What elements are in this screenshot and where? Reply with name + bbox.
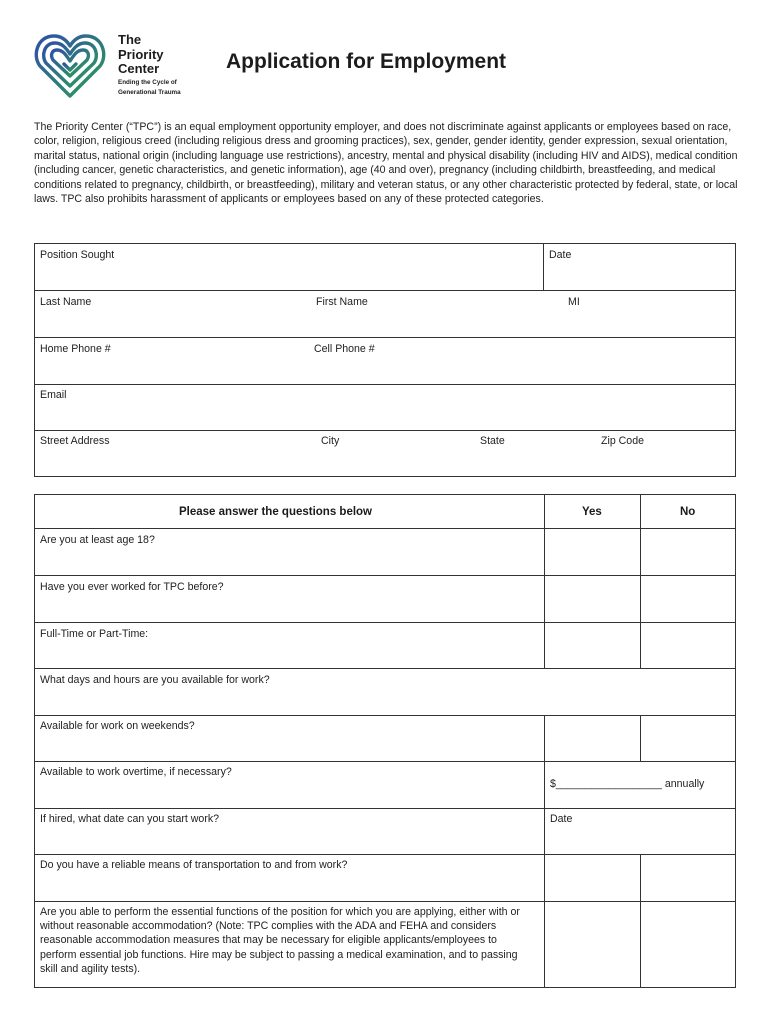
question-row [35, 762, 735, 809]
last-name-field[interactable]: Last Name [40, 296, 92, 308]
questions-section [34, 494, 736, 988]
logo-text [118, 33, 208, 97]
yes-header: Yes [582, 506, 602, 518]
first-name-field[interactable]: First Name [316, 296, 368, 308]
no-checkbox-worked-before[interactable] [640, 576, 737, 622]
part-time-checkbox[interactable] [640, 623, 737, 668]
yes-checkbox-age[interactable] [544, 529, 640, 575]
full-time-checkbox[interactable] [544, 623, 640, 668]
street-address-field[interactable]: Street Address [40, 435, 110, 447]
question-availability[interactable]: What days and hours are you available for work? [40, 674, 270, 686]
no-checkbox-age[interactable] [640, 529, 737, 575]
applicant-info-section [34, 243, 736, 477]
logo-tagline-line2: Generational Trauma [118, 88, 181, 96]
yes-checkbox-worked-before[interactable] [544, 576, 640, 622]
questions-header-row [35, 495, 735, 529]
email-field[interactable]: Email [40, 389, 67, 401]
question-worked-before: Have you ever worked for TPC before? [40, 581, 224, 593]
cell-phone-field[interactable]: Cell Phone # [314, 343, 375, 355]
question-age: Are you at least age 18? [40, 534, 155, 546]
question-row [35, 669, 735, 716]
start-date-field[interactable] [544, 809, 735, 854]
no-checkbox-transportation[interactable] [640, 855, 737, 901]
no-checkbox-weekends[interactable] [640, 716, 737, 761]
no-checkbox-essential-functions[interactable] [640, 902, 737, 988]
state-field[interactable]: State [480, 435, 505, 447]
question-row [35, 902, 735, 988]
question-row [35, 855, 735, 902]
yes-checkbox-weekends[interactable] [544, 716, 640, 761]
logo-name-line1: The [118, 32, 142, 47]
question-transportation: Do you have a reliable means of transportation to and from work? [40, 859, 348, 871]
yes-column-header [544, 495, 640, 528]
eeo-statement: The Priority Center (“TPC”) is an equal employment opportunity employer, and does not discriminate against applicants or employees based on race, color, religion, religious creed (including religious dress and grooming practices), sex, gender, gender identity, gender expression, sexual orientation, marital status, national origin (including language use restrictions), ancestry, mental and physical disability (including HIV and AIDS), medical condition (including cancer, genetic characteristics, and genetic information), age (40 and over), pregnancy (including childbirth, breastfeeding, and medical conditions related to pregnancy, childbirth, or breastfeeding), military and veteran status, or any other characteristic protected by federal, state, or local laws. TPC also prohibits harassment of applicants or employees based on any of these protected categories. [34, 121, 738, 206]
no-header: No [680, 506, 696, 518]
questions-header: Please answer the questions below [179, 506, 373, 518]
logo-tagline-line1: Ending the Cycle of [118, 78, 177, 86]
salary-field[interactable] [544, 762, 735, 808]
yes-checkbox-transportation[interactable] [544, 855, 640, 901]
question-overtime: Available to work overtime, if necessary? [40, 766, 232, 778]
divider [35, 290, 735, 291]
city-field[interactable]: City [321, 435, 340, 447]
no-column-header [640, 495, 737, 528]
salary-label: $__________________ annually [550, 778, 705, 790]
question-weekends: Available for work on weekends? [40, 720, 195, 732]
divider [35, 430, 735, 431]
heart-logo-icon [34, 30, 106, 100]
zip-code-field[interactable]: Zip Code [601, 435, 644, 447]
logo-name-line2: Priority [118, 46, 164, 62]
middle-initial-field[interactable]: MI [568, 296, 580, 308]
logo-name-line3: Center [118, 61, 160, 76]
date-field[interactable]: Date [549, 249, 572, 261]
question-row [35, 716, 735, 762]
question-essential-functions: Are you able to perform the essential functions of the position for which you are applying, either with or without reasonable accommodation? (Note: TPC complies with the ADA and FEHA and considers reasonable accommodation measures that may be necessary for eligible applicants/employees to perform essential job functions. Hire may be subject to passing a medical examination, and to passing skill and agility tests). [40, 906, 520, 975]
page-title: Application for Employment [226, 50, 507, 73]
divider [35, 337, 735, 338]
divider [543, 244, 544, 290]
yes-checkbox-essential-functions[interactable] [544, 902, 640, 988]
divider [35, 384, 735, 385]
question-row [35, 529, 735, 576]
home-phone-field[interactable]: Home Phone # [40, 343, 111, 355]
question-row [35, 623, 735, 669]
question-full-part-time: Full-Time or Part-Time: [40, 628, 149, 640]
position-sought-field[interactable]: Position Sought [40, 249, 115, 261]
question-start-date: If hired, what date can you start work? [40, 813, 220, 825]
question-row [35, 809, 735, 855]
question-row [35, 576, 735, 623]
start-date-label: Date [550, 813, 573, 825]
